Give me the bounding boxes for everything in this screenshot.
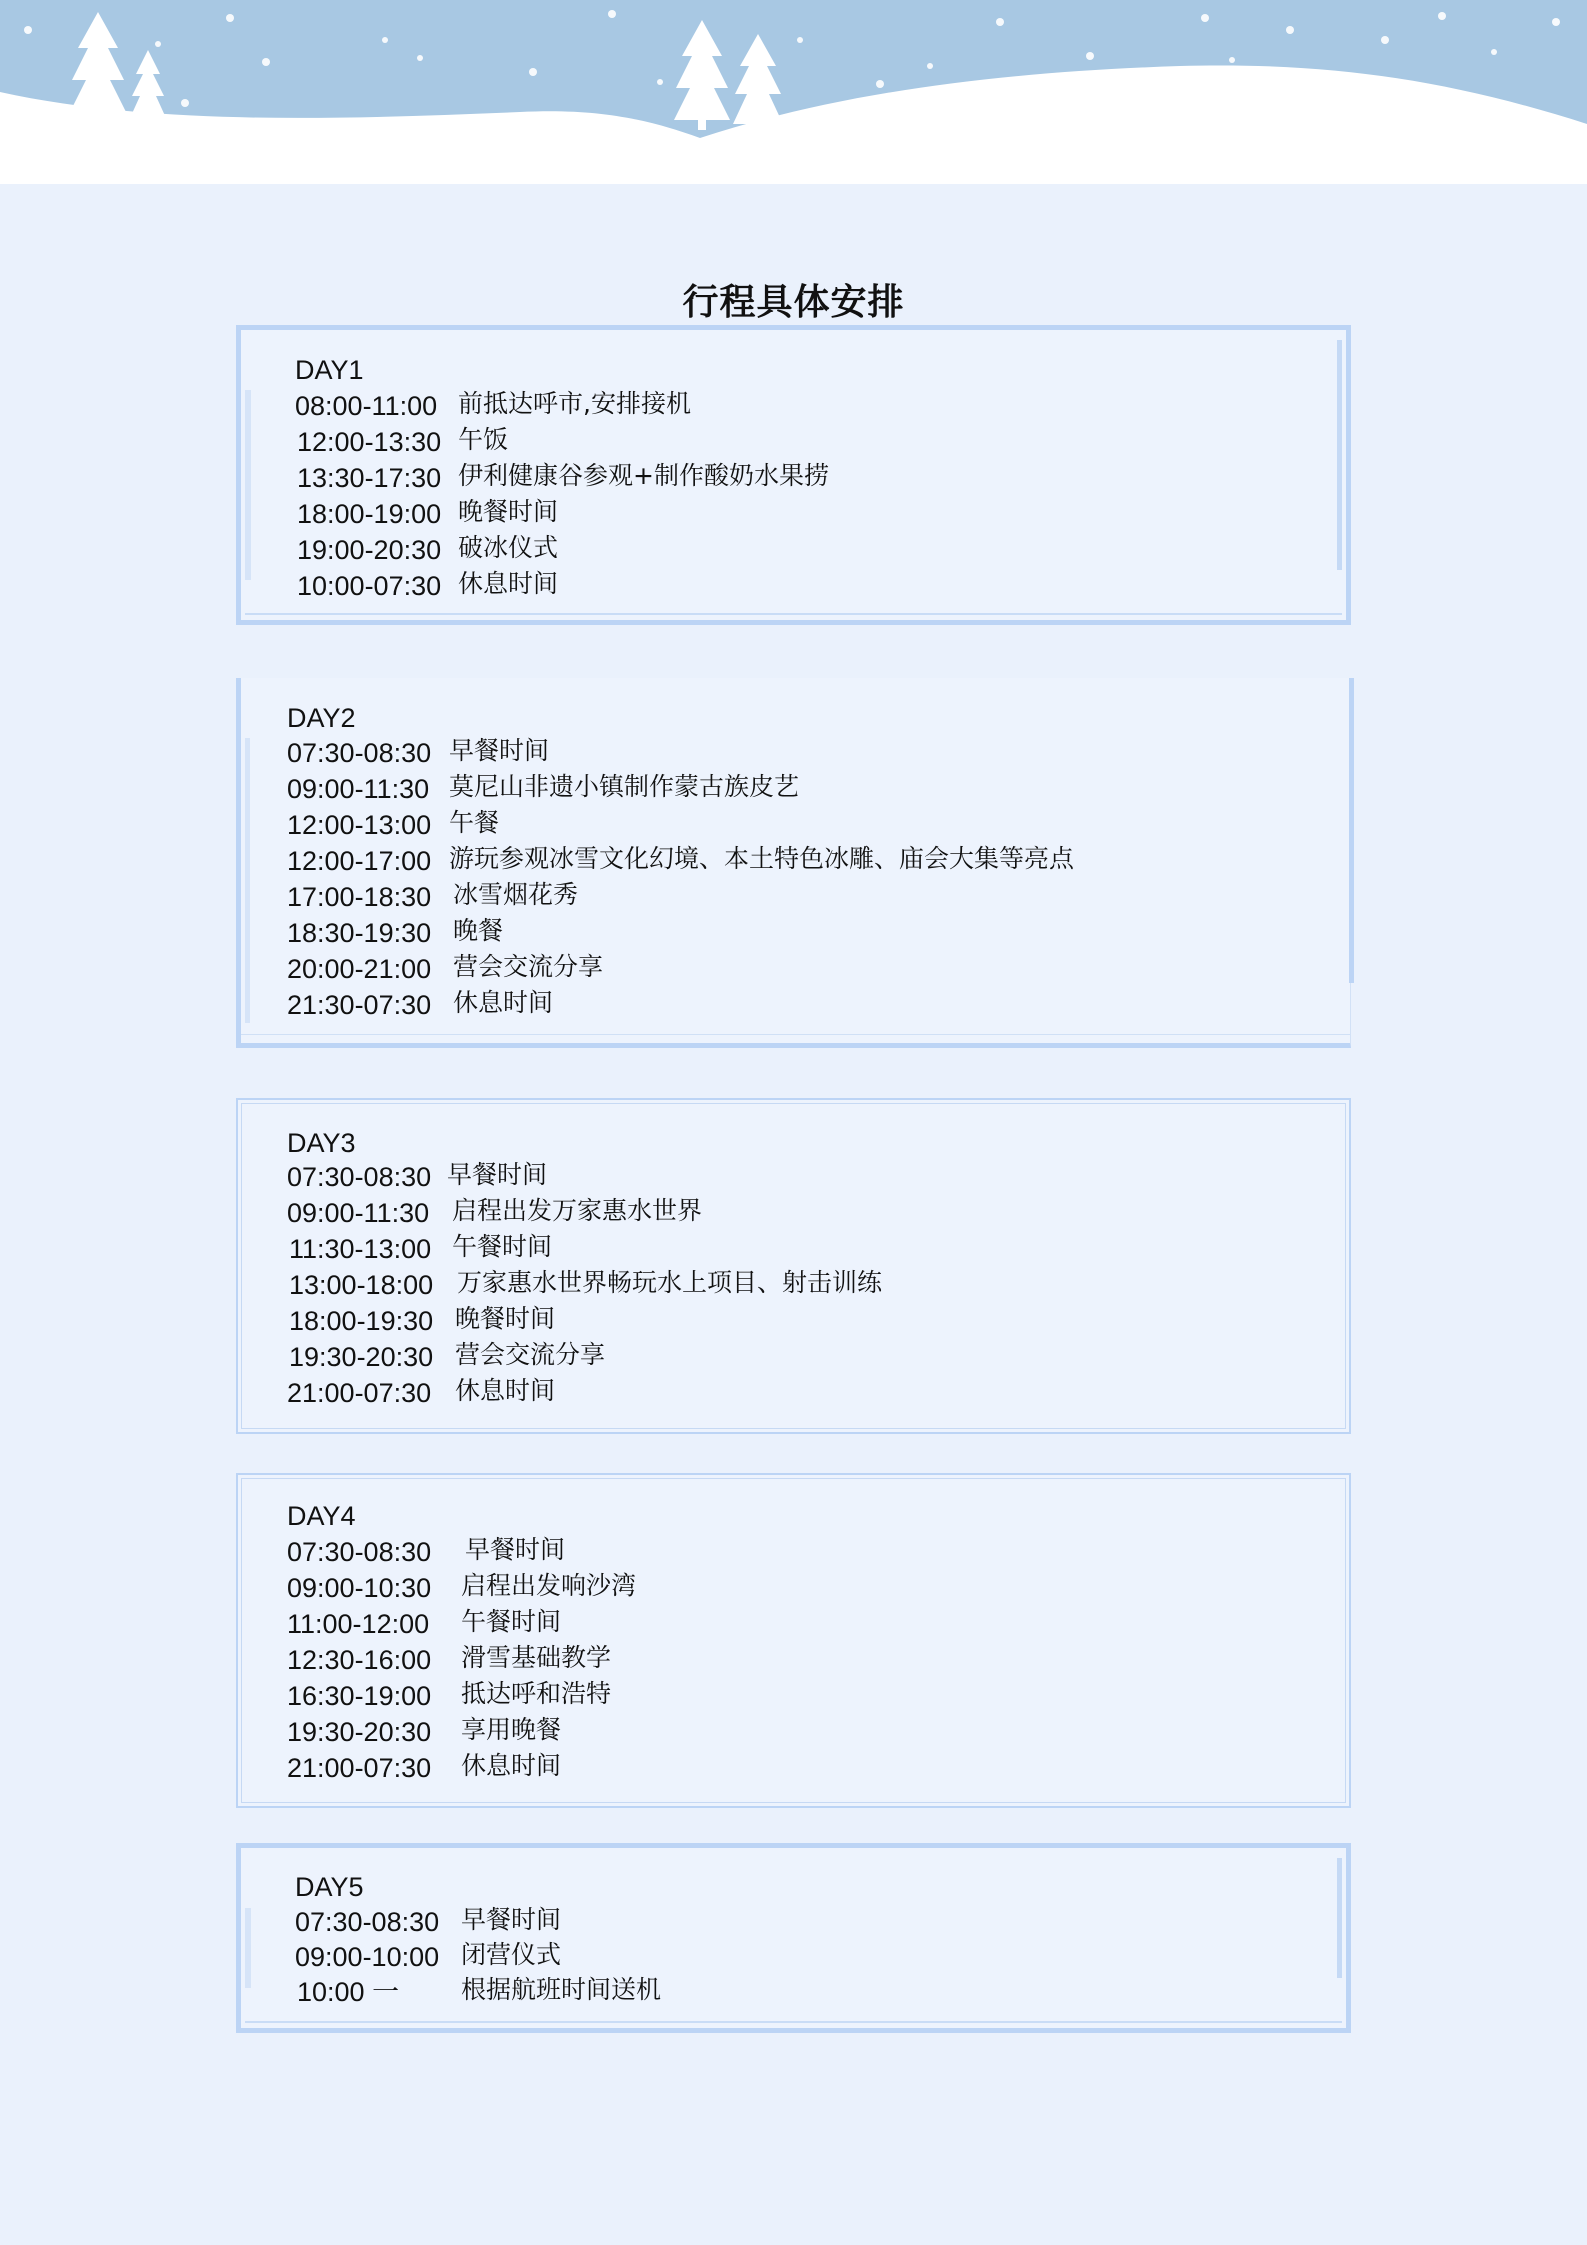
time-range: 19:30-20:30 xyxy=(287,1717,432,1747)
day-label: DAY4 xyxy=(287,1501,356,1531)
time-range: 13:30-17:30 xyxy=(297,463,442,493)
time-range: 18:30-19:30 xyxy=(287,918,432,948)
card-edge-decoration xyxy=(245,1908,251,1988)
time-range: 07:30-08:30 xyxy=(295,1907,440,1937)
activity-text: 根据航班时间送机 xyxy=(461,1975,662,2004)
activity-text: 休息时间 xyxy=(458,569,559,598)
activity-text: 闭营仪式 xyxy=(461,1940,562,1969)
card-edge-decoration xyxy=(245,738,250,1023)
activity-text: 早餐时间 xyxy=(465,1535,566,1564)
activity-text: 休息时间 xyxy=(455,1376,556,1405)
time-range: 18:00-19:00 xyxy=(297,499,442,529)
time-range: 12:30-16:00 xyxy=(287,1645,432,1675)
time-range: 12:00-13:30 xyxy=(297,427,442,457)
activity-text: 营会交流分享 xyxy=(453,952,604,981)
activity-text: 抵达呼和浩特 xyxy=(461,1679,612,1708)
activity-text: 早餐时间 xyxy=(447,1160,548,1189)
time-range: 07:30-08:30 xyxy=(287,738,432,768)
day-label: DAY1 xyxy=(295,355,364,385)
activity-text: 游玩参观冰雪文化幻境、本土特色冰雕、庙会大集等亮点 xyxy=(449,844,1075,873)
day-1-schedule-card xyxy=(236,325,1351,625)
time-range: 09:00-11:30 xyxy=(287,1198,430,1228)
activity-text: 伊利健康谷参观+制作酸奶水果捞 xyxy=(458,461,829,490)
time-range: 09:00-11:30 xyxy=(287,774,430,804)
activity-text: 莫尼山非遗小镇制作蒙古族皮艺 xyxy=(449,772,800,801)
activity-text: 滑雪基础教学 xyxy=(461,1643,612,1672)
activity-text: 前抵达呼市,安排接机 xyxy=(458,389,691,418)
card-edge-decoration xyxy=(1337,1858,1342,1978)
activity-text: 营会交流分享 xyxy=(455,1340,606,1369)
time-range: 11:30-13:00 xyxy=(289,1234,432,1264)
activity-text: 午餐时间 xyxy=(461,1607,562,1636)
activity-text: 早餐时间 xyxy=(449,736,550,765)
time-range: 08:00-11:00 xyxy=(295,391,438,421)
card-edge-decoration xyxy=(1337,340,1342,570)
activity-text: 冰雪烟花秀 xyxy=(453,880,579,909)
time-range: 13:00-18:00 xyxy=(289,1270,434,1300)
activity-text: 早餐时间 xyxy=(461,1905,562,1934)
activity-text: 晚餐时间 xyxy=(455,1304,556,1333)
activity-text: 午餐 xyxy=(449,808,500,837)
activity-text: 午餐时间 xyxy=(452,1232,553,1261)
activity-text: 享用晚餐 xyxy=(461,1715,562,1744)
day-2-schedule-card xyxy=(236,678,1351,1048)
time-range: 07:30-08:30 xyxy=(287,1537,432,1567)
time-range: 10:00 一 xyxy=(297,1977,400,2007)
activity-text: 晚餐 xyxy=(453,916,504,945)
activity-text: 休息时间 xyxy=(461,1751,562,1780)
time-range: 17:00-18:30 xyxy=(287,882,432,912)
card-edge-decoration xyxy=(245,390,251,580)
day-4-schedule-card xyxy=(236,1473,1351,1808)
time-range: 09:00-10:30 xyxy=(287,1573,432,1603)
time-range: 21:00-07:30 xyxy=(287,1753,432,1783)
time-range: 19:00-20:30 xyxy=(297,535,442,565)
time-range: 10:00-07:30 xyxy=(297,571,442,601)
day-5-schedule-card xyxy=(236,1843,1351,2033)
time-range: 07:30-08:30 xyxy=(287,1162,432,1192)
time-range: 20:00-21:00 xyxy=(287,954,432,984)
day-label: DAY3 xyxy=(287,1128,356,1158)
page-title: 行程具体安排 xyxy=(682,281,905,323)
activity-text: 午饭 xyxy=(458,425,509,454)
activity-text: 启程出发响沙湾 xyxy=(461,1571,637,1600)
activity-text: 休息时间 xyxy=(453,988,554,1017)
activity-text: 破冰仪式 xyxy=(458,533,559,562)
day-label: DAY5 xyxy=(295,1872,364,1902)
activity-text: 启程出发万家惠水世界 xyxy=(452,1196,703,1225)
time-range: 16:30-19:00 xyxy=(287,1681,432,1711)
activity-text: 万家惠水世界畅玩水上项目、射击训练 xyxy=(457,1268,883,1297)
card-edge-decoration xyxy=(1349,678,1354,983)
time-range: 09:00-10:00 xyxy=(295,1942,440,1972)
time-range: 18:00-19:30 xyxy=(289,1306,434,1336)
time-range: 11:00-12:00 xyxy=(287,1609,430,1639)
time-range: 21:00-07:30 xyxy=(287,1378,432,1408)
time-range: 21:30-07:30 xyxy=(287,990,432,1020)
day-label: DAY2 xyxy=(287,703,356,733)
time-range: 12:00-13:00 xyxy=(287,810,432,840)
time-range: 12:00-17:00 xyxy=(287,846,432,876)
day-3-schedule-card xyxy=(236,1098,1351,1434)
time-range: 19:30-20:30 xyxy=(289,1342,434,1372)
activity-text: 晚餐时间 xyxy=(458,497,559,526)
winter-banner-illustration xyxy=(0,0,1587,184)
